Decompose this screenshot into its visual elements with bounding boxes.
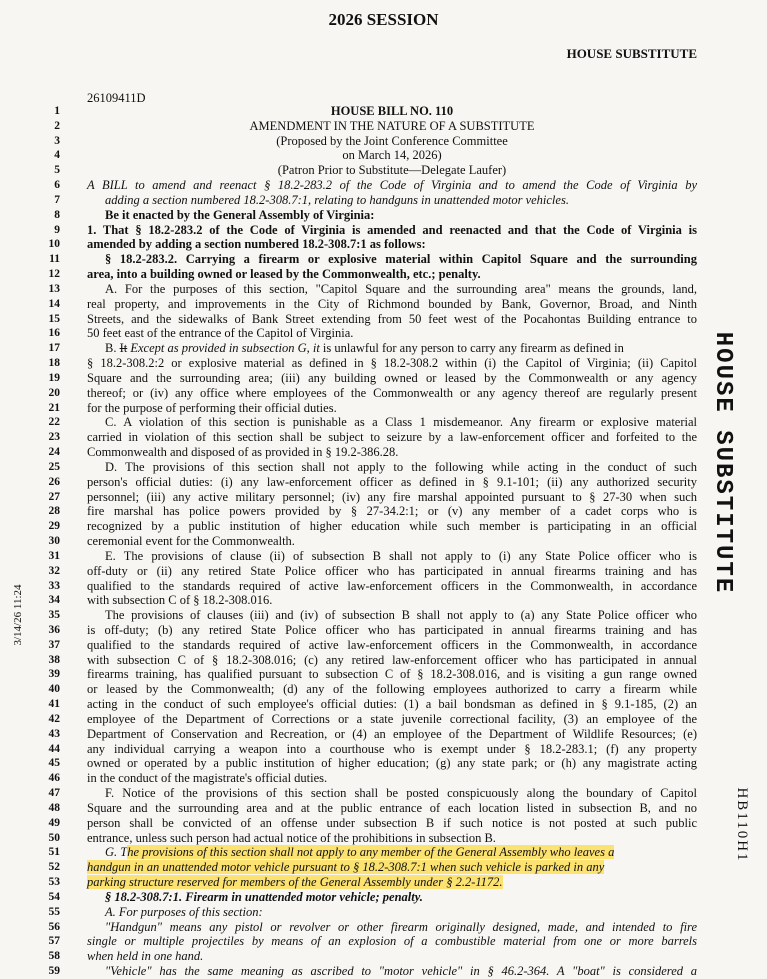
bill-patron: (Patron Prior to Substitute—Delegate Laufer) xyxy=(277,163,507,178)
sidebar-timestamp: 3/14/26 11:24 xyxy=(12,584,24,646)
bill-line xyxy=(0,593,767,608)
bill-line xyxy=(0,415,767,430)
bill-date: on March 14, 2026) xyxy=(342,148,442,163)
highlighted-text: handgun in an unattended motor vehicle pursuant to § 18.2-308.7:1 when such vehicle is parked in any xyxy=(87,860,605,875)
line-text: A BILL to amend and reenact § 18.2-283.2 of the Code of Virginia and to amend the Code of Virginia by xyxy=(87,178,697,193)
line-text: adding a section numbered 18.2-308.7:1, relating to handguns in unattended motor vehicles. xyxy=(105,192,569,207)
line-text: fire marshal has police powers provided by § 27-34.2:1; or (v) any member of a cadet corps who is xyxy=(87,504,697,519)
line-number: 55 xyxy=(48,905,60,918)
line-text: A. For purposes of this section: xyxy=(105,904,263,919)
line-text: amended by adding a section numbered 18.2-308.7:1 as follows: xyxy=(87,237,426,252)
line-number: 24 xyxy=(48,446,60,459)
bill-line xyxy=(0,742,767,757)
line-text: off-duty or (ii) any retired State Police officer who has participated in annual firearms training and has xyxy=(87,563,697,578)
line-text: is off-duty; (b) any retired State Police officer who has participated in annual firearms training and has xyxy=(87,622,697,637)
bill-line xyxy=(0,148,767,163)
bill-proposed: (Proposed by the Joint Conference Committee xyxy=(276,133,508,148)
bill-line xyxy=(0,845,767,860)
line-text: acting in the conduct of such employee's official duties: (1) a bail bondsman as defined in § 9.1-185, (2) an xyxy=(87,697,697,712)
line-number: 53 xyxy=(48,876,60,889)
enactment-clause: Be it enacted by the General Assembly of Virginia: xyxy=(105,207,375,222)
line-text: employee of the Department of Corrections or a state juvenile correctional facility, (3) an employee of the xyxy=(87,711,697,726)
line-number: 18 xyxy=(48,357,60,370)
line-number: 34 xyxy=(48,594,60,607)
line-text: Square and the surrounding area and at the public entrance of each location listed in subsection B, and no xyxy=(87,800,697,815)
bill-line xyxy=(0,356,767,371)
line-number: 48 xyxy=(48,801,60,814)
line-number: 21 xyxy=(48,401,60,414)
line-number: 44 xyxy=(48,742,60,755)
line-number: 8 xyxy=(54,208,60,221)
bill-line xyxy=(0,549,767,564)
line-number: 39 xyxy=(48,668,60,681)
bill-line xyxy=(0,831,767,846)
line-text: Department of Conservation and Recreation, or (4) an employee of the Department of Wildlife Resources; (e) xyxy=(87,726,697,741)
bill-line xyxy=(0,326,767,341)
line-number: 59 xyxy=(48,965,60,978)
bill-line xyxy=(0,430,767,445)
line-text: person shall be convicted of an offense under subsection B if such notice is not posted at such public xyxy=(87,815,697,830)
bill-line xyxy=(0,178,767,193)
line-text: for the purpose of performing their official duties. xyxy=(87,400,337,415)
line-number: 41 xyxy=(48,698,60,711)
line-number: 16 xyxy=(48,327,60,340)
sidebar-bill-code: HB110H1 xyxy=(734,787,750,863)
line-number: 46 xyxy=(48,772,60,785)
bill-number: HOUSE BILL NO. 110 xyxy=(330,104,454,118)
bill-line xyxy=(0,371,767,386)
line-number: 31 xyxy=(48,549,60,562)
bill-line xyxy=(0,697,767,712)
bill-line xyxy=(0,623,767,638)
line-number: 14 xyxy=(48,297,60,310)
bill-line xyxy=(0,104,767,119)
bill-line xyxy=(0,252,767,267)
section-heading: § 18.2-308.7:1. Firearm in unattended motor vehicle; penalty. xyxy=(105,889,423,904)
line-text-start: B. xyxy=(105,341,120,356)
line-number: 42 xyxy=(48,712,60,725)
line-text xyxy=(87,860,697,875)
line-number: 12 xyxy=(48,268,60,281)
bill-line xyxy=(0,445,767,460)
bill-line xyxy=(0,193,767,208)
line-text: D. The provisions of this section shall not apply to the following while acting in the conduct of such xyxy=(105,459,697,474)
bill-line xyxy=(0,208,767,223)
bill-line xyxy=(0,727,767,742)
line-text: entrance, unless such person had actual notice of the prohibitions in subsection B. xyxy=(87,830,496,845)
line-text: F. Notice of the provisions of this section shall be posted conspicuously along the boundary of Capitol xyxy=(105,786,697,801)
line-text: with subsection C of § 18.2-308.016. xyxy=(87,593,273,608)
bill-line xyxy=(0,312,767,327)
line-text: single or multiple projectiles by means of an explosion of a combustible material from one or more barrels xyxy=(87,934,697,949)
line-text: owned or operated by a public institution of higher education; (g) any state park; or (h) any magistrate acting xyxy=(87,756,697,771)
session-title: 2026 SESSION xyxy=(328,10,439,29)
bill-line xyxy=(0,460,767,475)
line-number: 15 xyxy=(48,312,60,325)
bill-line xyxy=(0,490,767,505)
line-text: "Handgun" means any pistol or revolver or other firearm originally designed, made, and intended to fire xyxy=(105,919,697,934)
bill-line xyxy=(0,504,767,519)
line-text xyxy=(105,845,697,860)
line-number: 37 xyxy=(48,638,60,651)
highlighted-text: parking structure reserved for members of the General Assembly under § 2.2-1172. xyxy=(87,875,503,890)
line-number: 28 xyxy=(48,505,60,518)
highlighted-text: he provisions of this section shall not apply to any member of the General Assembly who leaves a xyxy=(127,845,615,860)
line-number: 2 xyxy=(54,119,60,132)
line-number: 13 xyxy=(48,282,60,295)
bill-line xyxy=(0,771,767,786)
line-text: with subsection C of § 18.2-308.016; (c) any retired law-enforcement officer who has participated in annual xyxy=(87,652,697,667)
line-text-end: is unlawful for any person to carry any firearm as defined in xyxy=(319,341,624,356)
bill-line xyxy=(0,816,767,831)
bill-line xyxy=(0,905,767,920)
line-number: 11 xyxy=(49,253,60,266)
line-number: 32 xyxy=(48,564,60,577)
line-text: A. For the purposes of this section, "Capitol Square and the surrounding area" means the grounds, land, xyxy=(105,281,697,296)
line-number: 25 xyxy=(48,460,60,473)
line-text: firearms training, has qualified pursuant to subsection C of § 18.2-308.016, and is visiting a gun range owned xyxy=(87,667,697,682)
section-heading: area, into a building owned or leased by the Commonwealth, etc.; penalty. xyxy=(87,267,481,282)
line-text: qualified to the standards required of active law-enforcement officers in the Commonwealth, in accordance xyxy=(87,637,697,652)
line-number: 50 xyxy=(48,831,60,844)
bill-line xyxy=(0,964,767,979)
section-heading: § 18.2-283.2. Carrying a firearm or explosive material within Capitol Square and the surrounding xyxy=(105,252,697,267)
line-number: 22 xyxy=(48,416,60,429)
line-number: 6 xyxy=(54,179,60,192)
line-text: in the conduct of the magistrate's official duties. xyxy=(87,771,328,786)
line-number: 35 xyxy=(48,609,60,622)
line-number: 29 xyxy=(48,520,60,533)
bill-line xyxy=(0,875,767,890)
line-number: 27 xyxy=(48,490,60,503)
bill-line xyxy=(0,297,767,312)
line-number: 38 xyxy=(48,653,60,666)
line-text: E. The provisions of clause (ii) of subsection B shall not apply to (i) any State Police officer who is xyxy=(105,548,697,563)
line-number: 36 xyxy=(48,623,60,636)
line-text: Streets, and the sidewalks of Bank Street extending from 50 feet west of the Pocahontas Building entrance to xyxy=(87,311,697,326)
line-number: 49 xyxy=(48,816,60,829)
line-number: 20 xyxy=(48,386,60,399)
line-text: or leased by the Commonwealth; (d) any of the following employees authorized to carry a firearm while xyxy=(87,682,697,697)
bill-line xyxy=(0,801,767,816)
line-number: 57 xyxy=(48,935,60,948)
line-number: 19 xyxy=(48,371,60,384)
line-number: 52 xyxy=(48,861,60,874)
line-number: 3 xyxy=(54,134,60,147)
bill-line xyxy=(0,119,767,134)
bill-line xyxy=(0,163,767,178)
bill-line xyxy=(0,890,767,905)
line-text: thereof; or (iv) any office where employees of the Commonwealth or any agency thereof are regularly present xyxy=(87,385,697,400)
bill-line xyxy=(0,579,767,594)
line-text: any individual carrying a weapon into a courthouse who is exempt under § 18.2-283.1; (f) any property xyxy=(87,741,697,756)
line-text: personnel; (iii) any active military personnel; (iv) any fire marshal appointed pursuant to § 27-30 when such xyxy=(87,489,697,504)
line-number: 4 xyxy=(54,149,60,162)
house-substitute-label: HOUSE SUBSTITUTE xyxy=(566,46,697,61)
bill-line xyxy=(0,756,767,771)
bill-line xyxy=(0,667,767,682)
line-text: Commonwealth and disposed of as provided in § 19.2-386.28. xyxy=(87,445,399,460)
stricken-text: It xyxy=(119,341,128,356)
bill-line xyxy=(0,401,767,416)
line-text: "Vehicle" has the same meaning as ascribed to "motor vehicle" in § 46.2-364. A "boat" is considered a xyxy=(105,964,697,979)
document-id: 26109411D xyxy=(87,91,146,105)
line-number: 58 xyxy=(48,950,60,963)
line-number: 30 xyxy=(48,535,60,548)
line-number: 10 xyxy=(48,238,60,251)
bill-line xyxy=(0,638,767,653)
bill-line xyxy=(0,949,767,964)
sidebar-house-substitute: HOUSE SUBSTITUTE xyxy=(709,331,736,595)
line-text: recognized by a public institution of higher education while such member is participating in an official xyxy=(87,519,697,534)
bill-line xyxy=(0,223,767,238)
line-text: § 18.2-308.2:2 or explosive material as defined in § 18.2-308.2 within (i) the Capitol of Virginia; (ii) Capitol xyxy=(87,356,697,371)
inserted-text: Except as provided in subsection G, it xyxy=(127,341,320,356)
line-number: 26 xyxy=(48,475,60,488)
line-number: 43 xyxy=(48,727,60,740)
line-number: 45 xyxy=(48,757,60,770)
bill-line xyxy=(0,237,767,252)
bill-line xyxy=(0,682,767,697)
line-number: 51 xyxy=(48,846,60,859)
bill-line xyxy=(0,608,767,623)
line-text: real property, and improvements in the City of Richmond bounded by Bank, Governor, Broad, and Ninth xyxy=(87,296,697,311)
bill-subtitle: AMENDMENT IN THE NATURE OF A SUBSTITUTE xyxy=(249,118,535,133)
line-number: 5 xyxy=(54,164,60,177)
line-number: 17 xyxy=(48,342,60,355)
bill-line xyxy=(0,712,767,727)
line-number: 1 xyxy=(54,105,60,117)
bill-line xyxy=(0,534,767,549)
bill-line xyxy=(0,860,767,875)
highlight-start: G. T xyxy=(105,845,128,860)
line-number: 56 xyxy=(48,920,60,933)
line-number: 54 xyxy=(48,890,60,903)
line-text: 50 feet east of the entrance of the Capitol of Virginia. xyxy=(87,326,354,341)
line-text: carried in violation of this section shall be subject to seizure by a law-enforcement officer and forfeited to the xyxy=(87,430,697,445)
bill-line xyxy=(0,267,767,282)
line-text: 1. That § 18.2-283.2 of the Code of Virginia is amended and reenacted and that the Code of Virginia is xyxy=(87,222,697,237)
bill-line xyxy=(0,519,767,534)
line-text xyxy=(87,875,697,890)
bill-line xyxy=(0,653,767,668)
line-text: qualified to the standards required of active law-enforcement officers in the Commonwealth, in accordance xyxy=(87,578,697,593)
bill-line xyxy=(0,386,767,401)
line-number: 9 xyxy=(54,223,60,236)
bill-line xyxy=(0,934,767,949)
line-text: C. A violation of this section is punishable as a Class 1 misdemeanor. Any firearm or explosive material xyxy=(105,415,697,430)
line-text xyxy=(105,341,697,356)
bill-line xyxy=(0,920,767,935)
line-text: The provisions of clauses (iii) and (iv) of subsection B shall not apply to (a) any State Police officer who xyxy=(105,608,697,623)
bill-line xyxy=(0,564,767,579)
line-text: person's official duties: (i) any law-enforcement officer as defined in § 9.1-101; (ii) any authorized security xyxy=(87,474,697,489)
line-text: when held in one hand. xyxy=(87,949,204,964)
bill-text xyxy=(0,104,767,979)
bill-line xyxy=(0,134,767,149)
line-number: 23 xyxy=(48,431,60,444)
bill-line xyxy=(0,786,767,801)
line-number: 33 xyxy=(48,579,60,592)
line-number: 7 xyxy=(54,193,60,206)
line-number: 47 xyxy=(48,787,60,800)
bill-line xyxy=(0,341,767,356)
line-text: Square and the surrounding area; (iii) any building owned or leased by the Commonwealth or any agency xyxy=(87,370,697,385)
line-number: 40 xyxy=(48,683,60,696)
line-text: ceremonial event for the Commonwealth. xyxy=(87,534,295,549)
bill-line xyxy=(0,475,767,490)
bill-line xyxy=(0,282,767,297)
